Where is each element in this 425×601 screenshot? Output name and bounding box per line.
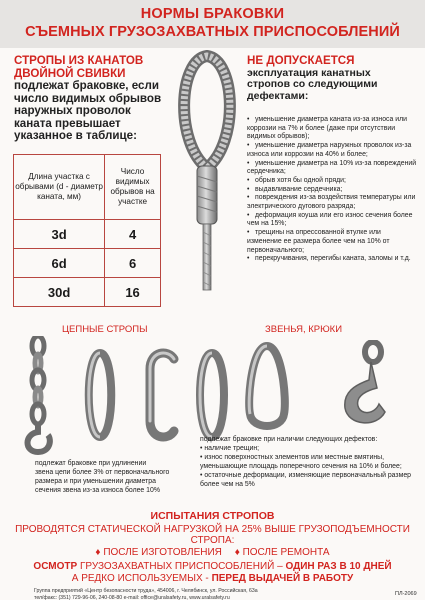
table-cell-length: 6d: [14, 249, 105, 278]
rope-heading-2: ДВОЙНОЙ СВИВКИ: [14, 68, 162, 81]
list-item: • деформация коуша или его износ сечения более чем на 15%;: [247, 212, 417, 229]
hook-defect-text: износ поверхностных элементов или местные вмятины, уменьшающие площадь поперечного сечения на 10% и более;: [200, 454, 402, 470]
defects-heading: [247, 55, 417, 102]
rope-body-4: каната превышает: [14, 118, 162, 131]
chain-note-line: подлежат браковке при удлинении: [35, 459, 185, 468]
defect-text: деформация коуша или его износ сечения более чем на 15%;: [247, 212, 412, 228]
chain-note-line: сечения звена из-за износа более 10%: [35, 486, 185, 495]
list-item: • наличие трещин;: [200, 444, 415, 453]
list-item: • обрыв хотя бы одной пряди;: [247, 177, 417, 186]
table-cell-length: 3d: [14, 220, 105, 249]
rope-body-5: указанное в таблице:: [14, 130, 162, 143]
tests-bullet: ПОСЛЕ РЕМОНТА: [243, 547, 330, 558]
pear-link-illustration: [242, 340, 292, 435]
title-bar: [0, 0, 425, 48]
list-item: • трещины на опрессованной втулке или изменение ее размера более чем на 10% от первоначального;: [247, 229, 417, 255]
tests-bullets: ♦ ПОСЛЕ ИЗГОТОВЛЕНИЯ ♦ ПОСЛЕ РЕМОНТА: [0, 547, 425, 558]
defect-text: уменьшение диаметра на 10% из-за повреждений сердечника;: [247, 160, 416, 176]
table-row: [14, 220, 161, 249]
list-item: • уменьшение диаметра каната из-за износа или коррозии на 7% и более (даже при отсутствии видимых обрывов);: [247, 116, 417, 142]
defect-text: перекручивания, перегибы каната, заломы и т.д.: [255, 255, 411, 262]
table-cell-breaks: 4: [105, 220, 161, 249]
hook-note-head: подлежат браковке при наличии следующих дефектов:: [200, 435, 415, 444]
wire-rope-sling-illustration: [170, 48, 245, 293]
defect-text: уменьшение диаметра наружных проволок из-за износа или коррозии на 40% и более;: [247, 142, 411, 158]
table-cell-breaks: 16: [105, 278, 161, 307]
open-link-illustration: [142, 345, 182, 445]
chain-note-line: звена цепи более 3% от первоначального: [35, 468, 185, 477]
defect-text: трещины на опрессованной втулке или изменение ее размера более чем на 10% от первоначального;: [247, 229, 390, 253]
defects-heading-3: стропов со следующими: [247, 79, 417, 91]
table-row: [14, 278, 161, 307]
table-cell-breaks: 6: [105, 249, 161, 278]
list-item: • перекручивания, перегибы каната, заломы и т.д.: [247, 255, 417, 264]
poster-code: ПЛ-2069: [395, 591, 417, 597]
hook-note: [200, 435, 415, 489]
table-header-breaks: Число видимых обрывов на участке: [105, 155, 161, 220]
inspection-text: ГРУЗОЗАХВАТНЫХ ПРИСПОСОБЛЕНИЙ –: [80, 561, 283, 572]
footer-line-1: Группа предприятий «Центр безопасности труда», 454006, г. Челябинск, ул. Российская, 63а: [34, 588, 394, 595]
defect-text: обрыв хотя бы одной пряди;: [255, 177, 346, 184]
tests-block: [0, 510, 425, 584]
defects-heading-2: эксплуатация канатных: [247, 68, 417, 80]
footer: [34, 588, 394, 601]
list-item: • остаточные деформации, изменяющие первоначальный размер более чем на 5%: [200, 471, 415, 489]
oval-link-illustration: [192, 345, 232, 445]
table-header-row: [14, 155, 161, 220]
hook-illustration: [335, 340, 400, 430]
inspection-interval: ОДИН РАЗ В 10 ДНЕЙ: [285, 561, 391, 572]
title-line-1: НОРМЫ БРАКОВКИ: [0, 6, 425, 22]
inspection-word: ОСМОТР: [33, 561, 77, 572]
list-item: • повреждения из-за воздействия температуры или электрического дугового разряда;: [247, 194, 417, 211]
tests-bullet: ПОСЛЕ ИЗГОТОВЛЕНИЯ: [103, 547, 222, 558]
hook-defect-text: остаточные деформации, изменяющие первоначальный размер более чем на 5%: [200, 472, 411, 488]
title-line-2: СЪЕМНЫХ ГРУЗОЗАХВАТНЫХ ПРИСПОСОБЛЕНИЙ: [0, 24, 425, 40]
inspection-line: [0, 561, 425, 572]
footer-line-2: тел/факс: (351) 729-96-06, 240-08-80 e-mail: office@uralsafety.ru, www.uralsafety.ru: [34, 595, 394, 601]
breaks-table: [13, 154, 161, 307]
defects-heading-red: НЕ ДОПУСКАЕТСЯ: [247, 55, 417, 68]
chain-note: [35, 459, 185, 495]
list-item: • уменьшение диаметра наружных проволок из-за износа или коррозии на 40% и более;: [247, 142, 417, 159]
defects-list: [247, 116, 417, 264]
defects-heading-4: дефектами:: [247, 91, 417, 103]
list-item: • износ поверхностных элементов или местные вмятины, уменьшающие площадь поперечного сечения на 10% и более;: [200, 453, 415, 471]
table-header-length: Длина участка с обрывами (d - диаметр каната, мм): [14, 155, 105, 220]
chain-slings-label: ЦЕПНЫЕ СТРОПЫ: [62, 324, 148, 335]
list-item: • выдавливание сердечника;: [247, 186, 417, 195]
defect-text: повреждения из-за воздействия температуры или электрического дугового разряда;: [247, 194, 415, 210]
tests-line: ПРОВОДЯТСЯ СТАТИЧЕСКОЙ НАГРУЗКОЙ НА 25% ВЫШЕ ГРУЗОПОДЪЕМНОСТИ СТРОПА:: [0, 524, 425, 546]
defect-text: уменьшение диаметра каната из-за износа или коррозии на 7% и более (даже при отсутствии видимых обрывов);: [247, 116, 407, 140]
rope-body-2: число видимых обрывов: [14, 93, 162, 106]
tests-title: ИСПЫТАНИЯ СТРОПОВ: [0, 510, 425, 522]
rope-body-1: подлежат браковке, если: [14, 80, 162, 93]
table-cell-length: 30d: [14, 278, 105, 307]
rare-use-bold: ПЕРЕД ВЫДАЧЕЙ В РАБОТУ: [212, 573, 354, 584]
rope-sling-section: [14, 55, 162, 143]
rope-body-3: наружных проволок: [14, 105, 162, 118]
rare-use-line: [0, 573, 425, 584]
chain-note-line: размера и при уменьшении диаметра: [35, 477, 185, 486]
c-link-illustration: [80, 345, 120, 445]
chain-sling-illustration: [18, 336, 58, 456]
rope-heading-1: СТРОПЫ ИЗ КАНАТОВ: [14, 55, 162, 68]
links-hooks-label: ЗВЕНЬЯ, КРЮКИ: [265, 324, 342, 335]
table-row: [14, 249, 161, 278]
hook-defect-text: наличие трещин;: [204, 445, 259, 452]
defect-text: выдавливание сердечника;: [255, 186, 342, 193]
list-item: • уменьшение диаметра на 10% из-за повреждений сердечника;: [247, 160, 417, 177]
rare-use-text: А РЕДКО ИСПОЛЬЗУЕМЫХ -: [72, 573, 209, 584]
